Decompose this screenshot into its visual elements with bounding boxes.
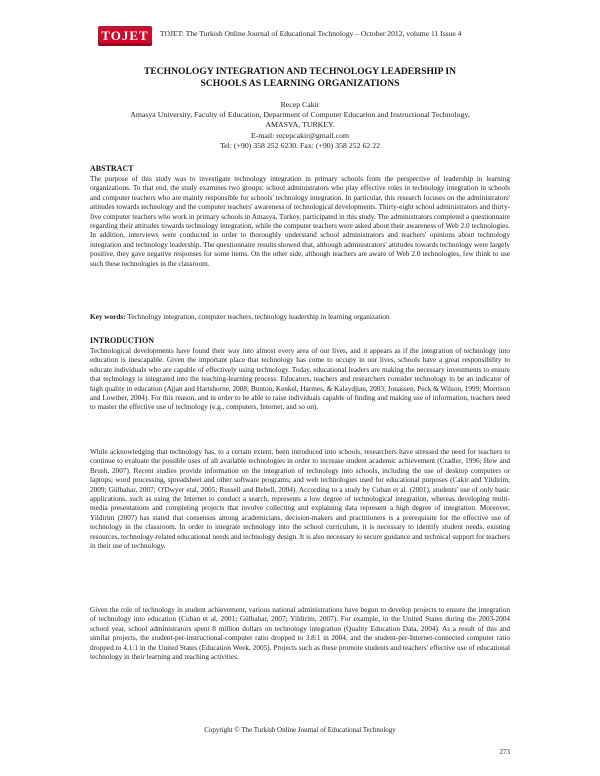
- title-line-1: TECHNOLOGY INTEGRATION AND TECHNOLOGY LEADERSHIP IN: [143, 66, 457, 77]
- affiliation-line-1: Amasya University, Faculty of Education, Department of Computer Education and Instructional Technology,: [130, 110, 470, 120]
- page-number: 273: [499, 748, 510, 756]
- author-email: E-mail: recepcakir@gmail.com: [250, 130, 350, 140]
- title-line-2: SCHOOLS AS LEARNING ORGANIZATIONS: [200, 78, 400, 89]
- author-block: [90, 100, 510, 151]
- abstract-text: The purpose of this study was to investigate technology integration in primary schools from the perspective of leadership in learning organizations. To that end, the study examines two groups: school administrators who play effective roles in technology integration in schools and computer teachers who are mainly responsible for schools' technology integration. In particular, this research focuses on the administrators' attitudes towards technology and the computer teachers' awareness of technological developments. Thirty-eight school administrators and thirty-five computer teachers who work in primary schools in Amasya, Turkey, participated in this study. The administrators completed a questionnaire regarding their attitudes towards technology integration, while the computer teachers were asked about their awareness of Web 2.0 technologies. In addition, interviews were conducted in order to thoroughly understand school administrators and teachers' opinions about technology integration and technology leadership. The questionnaire results showed that, although administrators' attitudes towards technology were largely positive, they gave negative responses for some items. On the other side, although teachers are aware of Web 2.0 technologies, few think to use such these technologies in the classroom.: [90, 175, 510, 268]
- keywords-label: Key words:: [90, 313, 126, 321]
- intro-paragraph-1: Technological developments have found their way into almost every area of our lives, and it appears as if the integration of technology into education is inescapable. Given the important place that technology has come to occupy in our lives, schools have a great responsibility to educate individuals who are capable of effectively using technology. Today, educational leaders are making the necessary investments to ensure that technology is integrated into the teaching-learning process. Educators, teachers and researchers consider technology to be an indicator of high quality in education (Ajjan and Hartshorne, 2008; Bunton, Kenkel, Harmes, & Kalaydjian, 2003; Jonassen, Peck & Wilson, 1999; Morrison and Lowther, 2004). For this reason, and in order to be able to raise individuals capable of finding and making use of information, teachers need to master the effective use of technology (e.g., computers, Internet, and so on).: [90, 347, 511, 412]
- keywords-line: [90, 313, 510, 322]
- copyright-footer: Copyright © The Turkish Online Journal of Educational Technology: [204, 726, 396, 734]
- author-name: Recep Cakir: [280, 100, 320, 109]
- intro-paragraph-2: While acknowledging that technology has, to a certain extent, been introduced into schools, researchers have stressed the need for teachers to continue to evaluate the possible uses of all available technologies in order to increase student academic achievement (Cradler, 1996; Hew and Brush, 2007). Recent studies provide information on the integration of technology into schools, including the use of desktop computers or laptops; word processing, spreadsheet and other software programs; and web technologies used for educational purposes (Cakir and Yildirim, 2009; Gülbahar, 2007; O'Dwyer etal, 2005; Russell and Bebell, 2004). According to a study by Cuban et al. (2001), students' use of only basic applications, such as using the Internet to conduct a search, represents a low degree of technological integration, whereas developing multi-media presentations and completing projects that involve collecting and explaining data represent a high degree of integration. Moreover, Yildirim (2007) has stated that consensus among academicians, decision-makers and practitioners is a prerequisite for the effective use of technology in the classroom. In order to integrate technology into the school curriculum, it is necessary to identify student needs, existing resources, technology-related educational needs and technology design. It is also necessary to secure guidance and technical support for teachers in their use of technology.: [90, 448, 510, 551]
- journal-logo: TOJET: [98, 26, 152, 46]
- abstract-heading: ABSTRACT: [90, 164, 134, 173]
- keywords-text: Technology integration, computer teachers, technology leadership in learning organization: [125, 313, 390, 321]
- author-phone: Tel: (+90) 358 252 6230. Fax: (+90) 358 252 62 22: [219, 140, 381, 150]
- affiliation-line-2: AMASYA, TURKEY.: [265, 120, 335, 130]
- journal-header: [98, 26, 528, 50]
- paper-title: [90, 66, 510, 90]
- journal-citation-line: TOJET: The Turkish Online Journal of Educational Technology – October 2012, volume 11 Issue 4: [160, 29, 462, 38]
- introduction-heading: INTRODUCTION: [90, 336, 155, 345]
- intro-paragraph-3: Given the role of technology in student achievement, various national administrations have begun to develop projects to ensure the integration of technology into education (Cuban et al, 2001; Gülbahar, 2007; Yildirim, 2007). For example, in the United States during the 2003-2004 school year, school administrators spent 8 million dollars on technology integration (Quality Education Data, 2004). As a result of this and similar projects, the student-per-instructional-computer ratio dropped to 3.8:1 in 2004, and the student-per-Internet-connected computer ratio dropped to 4.1:1 in the United States (Education Week, 2005). Projects such as these promote students and teachers' effective use of educational technology in their learning and teaching activities.: [90, 606, 510, 662]
